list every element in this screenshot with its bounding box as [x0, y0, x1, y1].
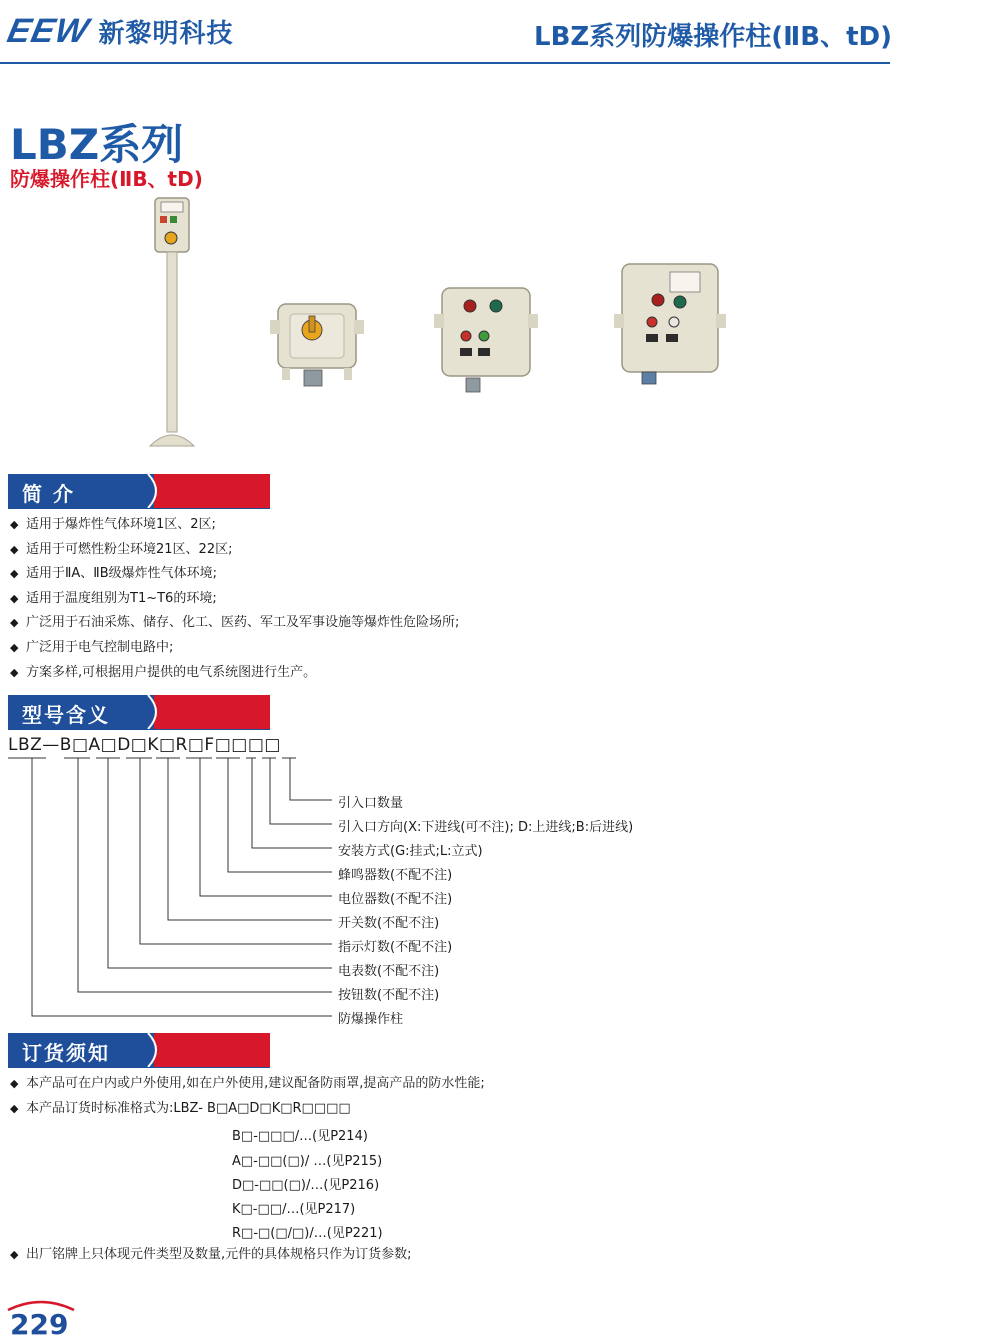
section-title-order: 订货须知	[22, 1041, 110, 1065]
order-format: A□-□□(□)/ …(见P215)	[232, 1154, 383, 1169]
order-format: D□-□□(□)/…(见P216)	[232, 1178, 380, 1193]
model-desc-item: 引入口数量	[338, 796, 404, 811]
page-number: 229	[10, 1308, 69, 1341]
list-item: ◆ 适用于温度组别为T1~T6的环境;	[10, 590, 217, 606]
order-list	[10, 1072, 485, 1121]
order-format: K□-□□/…(见P217)	[232, 1202, 356, 1217]
list-item: ◆ 本产品订货时标准格式为:LBZ- B□A□D□K□R□□□□	[10, 1100, 351, 1116]
model-desc-item: 电位器数(不配不注)	[338, 892, 453, 907]
order-list-tail	[10, 1243, 412, 1268]
model-desc-item: 安装方式(G:挂式;L:立式)	[338, 844, 483, 859]
section-header-order	[8, 1033, 270, 1067]
model-code: LBZ—B□A□D□K□R□F□□□□	[8, 735, 281, 755]
list-item: ◆ 本产品可在户内或户外使用,如在户外使用,建议配备防雨罩,提高产品的防水性能;	[10, 1076, 485, 1091]
product-image-button-box	[432, 284, 544, 396]
header-title: LBZ系列防爆操作柱(ⅡB、tD)	[534, 22, 892, 52]
model-desc-item: 引入口方向(X:下进线(可不注); D:上进线;B:后进线)	[338, 820, 634, 835]
model-breakdown-lines	[0, 0, 340, 1030]
page-title: LBZ系列	[10, 120, 184, 169]
list-item: ◆ 广泛用于电气控制电路中;	[10, 639, 174, 655]
order-format: R□-□(□/□)/…(见P221)	[232, 1226, 383, 1241]
section-rule-order	[8, 1067, 270, 1068]
section-title-model: 型号含义	[22, 703, 110, 727]
section-title-intro: 简 介	[22, 482, 75, 506]
model-desc-item: 防爆操作柱	[338, 1012, 404, 1027]
page-subtitle: 防爆操作柱(ⅡB、tD)	[10, 167, 203, 191]
model-desc-item: 按钮数(不配不注)	[338, 988, 440, 1003]
list-item: ◆ 适用于ⅡA、ⅡB级爆炸性气体环境;	[10, 566, 217, 582]
model-desc-item: 指示灯数(不配不注)	[338, 940, 453, 955]
list-item: ◆ 适用于爆炸性气体环境1区、2区;	[10, 517, 216, 532]
list-item: ◆ 方案多样,可根据用户提供的电气系统图进行生产。	[10, 664, 317, 680]
product-image-meter-box	[614, 260, 726, 386]
logo-text: 新黎明科技	[98, 19, 234, 49]
model-desc-item: 蜂鸣器数(不配不注)	[338, 868, 453, 883]
logo-mark: EEW	[4, 12, 93, 50]
list-item: ◆ 出厂铭牌上只体现元件类型及数量,元件的具体规格只作为订货参数;	[10, 1247, 412, 1262]
order-format: B□-□□□/…(见P214)	[232, 1129, 368, 1144]
model-desc-item: 电表数(不配不注)	[338, 964, 440, 979]
model-desc-item: 开关数(不配不注)	[338, 916, 440, 931]
list-item: ◆ 广泛用于石油采炼、储存、化工、医药、军工及军事设施等爆炸性危险场所;	[10, 615, 460, 631]
list-item: ◆ 适用于可燃性粉尘环境21区、22区;	[10, 541, 233, 557]
